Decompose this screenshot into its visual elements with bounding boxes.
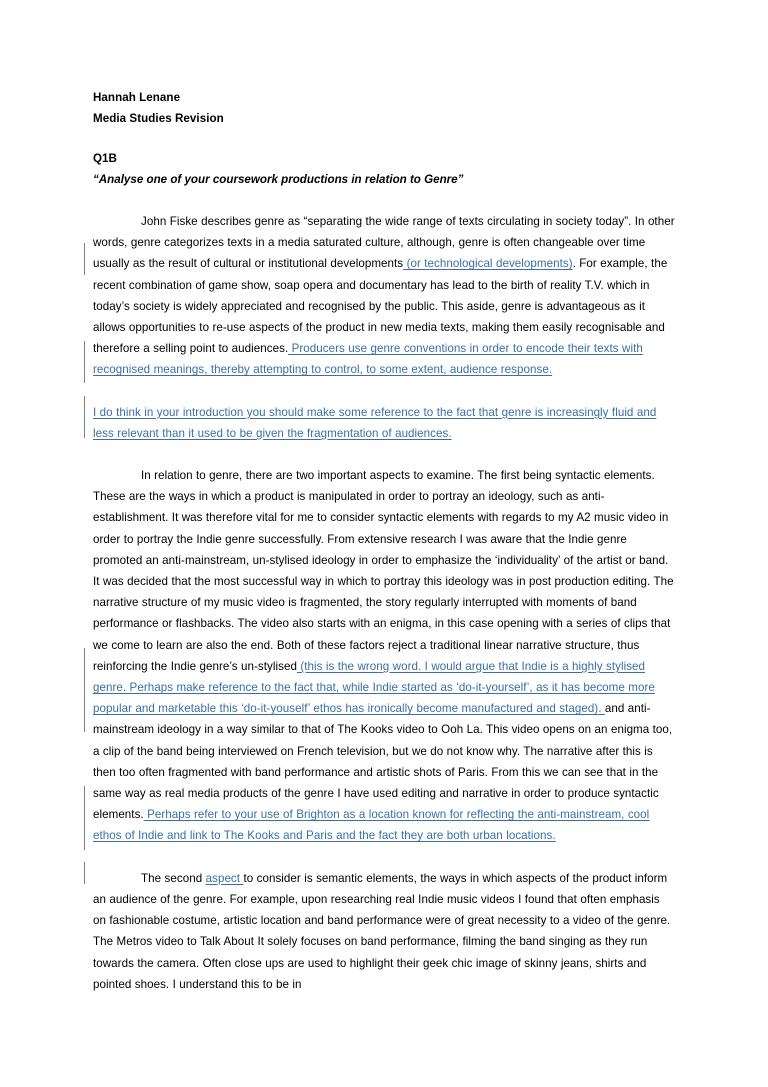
p4-tracked-insertion-1: aspect (205, 871, 244, 885)
paragraph-1 (93, 211, 676, 381)
p4-text-before-insertion: The second (141, 871, 206, 885)
change-bar (84, 396, 85, 438)
paragraph-3 (93, 465, 676, 847)
paragraph-spacer-2 (93, 444, 676, 465)
question-label: Q1B (93, 152, 117, 165)
document-subject: Media Studies Revision (93, 111, 224, 125)
paragraph-spacer-1 (93, 381, 676, 402)
paragraph-2-reviewer-comment (93, 402, 676, 444)
change-bar (84, 341, 85, 383)
question-spacer (93, 190, 676, 211)
change-bar (84, 786, 85, 850)
header-spacer (93, 129, 676, 149)
change-bar (84, 648, 85, 732)
change-bar (84, 862, 85, 884)
p1-tracked-insertion-1: (or technological developments) (403, 257, 573, 271)
p3-text-before-insertion: In relation to genre, there are two important aspects to examine. The first being syntactic elements. These are the ways in which a product is manipulated in order to portray an ideology, such as anti-establishment. It was therefore vital for me to consider syntactic elements with regards to my A2 music video in order to portray the Indie genre successfully. From extensive research I was aware that the Indie genre promoted an anti-mainstream, un-stylised ideology in order to emphasize the ‘individuality’ of the artist or band. It was decided that the most successful way in which to portray this ideology was in post production editing. The narrative structure of my music video is fragmented, the story regularly interrupted with moments of band performance or flashbacks. The video also starts with an enigma, in this case opening with a series of clips that we come to learn are also the end. Both of these factors reject a traditional linear narrative structure, thus reinforcing the Indie genre’s un-stylised (93, 469, 674, 673)
p3-tracked-insertion-2: Perhaps refer to your use of Brighton as a location known for reflecting the anti-mainstream, cool ethos of Indie and link to The Kooks and Paris and the fact they are both urban locations. (93, 808, 650, 843)
p3-text-middle: and anti-mainstream ideology in a way similar to that of The Kooks video to Ooh La. This video opens on an enigma too, a clip of the band being interviewed on French television, but we do not know why. The narrative after this is then too often fragmented with band performance and artistic shots of Paris. From this we can see that in the same way as real media products of the genre I have used editing and narrative in order to produce syntactic elements. (93, 702, 673, 822)
question-title: “Analyse one of your coursework productions in relation to Genre” (93, 172, 464, 186)
p3-tracked-insertion-1: (this is the wrong word. I would argue that Indie is a highly stylised genre. Perhaps make reference to the fact that, while Indie started as ‘do-it-yourself’, as it has become more popular and marketable this ‘do-it-youself’ ethos has ironically become manufactured and staged). (93, 659, 655, 716)
paragraph-spacer-3 (93, 847, 676, 868)
p1-text-before-insertion: John Fiske describes genre as “separating the wide range of texts circulating in society today”. In other words, genre categorizes texts in a media saturated culture, although, genre is often changeable over time usually as the result of cultural or institutional developments (93, 215, 675, 271)
p1-text-middle: . For example, the recent combination of game show, soap opera and documentary has lead to the birth of reality T.V. which in today’s society is widely appreciated and recognised by the public. This aside, genre is advantageous as it allows opportunities to re-use aspects of the product in new media texts, making them easily recognisable and therefore a selling point to audiences. (93, 257, 668, 356)
p2-tracked-insertion-1: I do think in your introduction you should make some reference to the fact that genre is increasingly fluid and less relevant than it used to be given the fragmentation of audiences. (93, 405, 657, 440)
document-text-column (93, 88, 676, 995)
paragraph-4 (93, 868, 676, 995)
p1-tracked-insertion-2: Producers use genre conventions in order to encode their texts with recognised meanings, thereby attempting to control, to some extent, audience response. (93, 342, 643, 377)
author-name: Hannah Lenane (93, 91, 181, 104)
p4-text-after-insertion: to consider is semantic elements, the ways in which aspects of the product inform an audience of the genre. For example, upon researching real Indie music videos I found that often emphasis on fashionable costume, artistic location and band performance were of great necessity to a video of the genre. The Metros video to Talk About It solely focuses on band performance, filming the band singing as they run towards the camera. Often close ups are used to highlight their geek chic image of skinny jeans, shirts and pointed shoes. I understand this to be in (93, 871, 671, 991)
change-bar (84, 243, 85, 275)
